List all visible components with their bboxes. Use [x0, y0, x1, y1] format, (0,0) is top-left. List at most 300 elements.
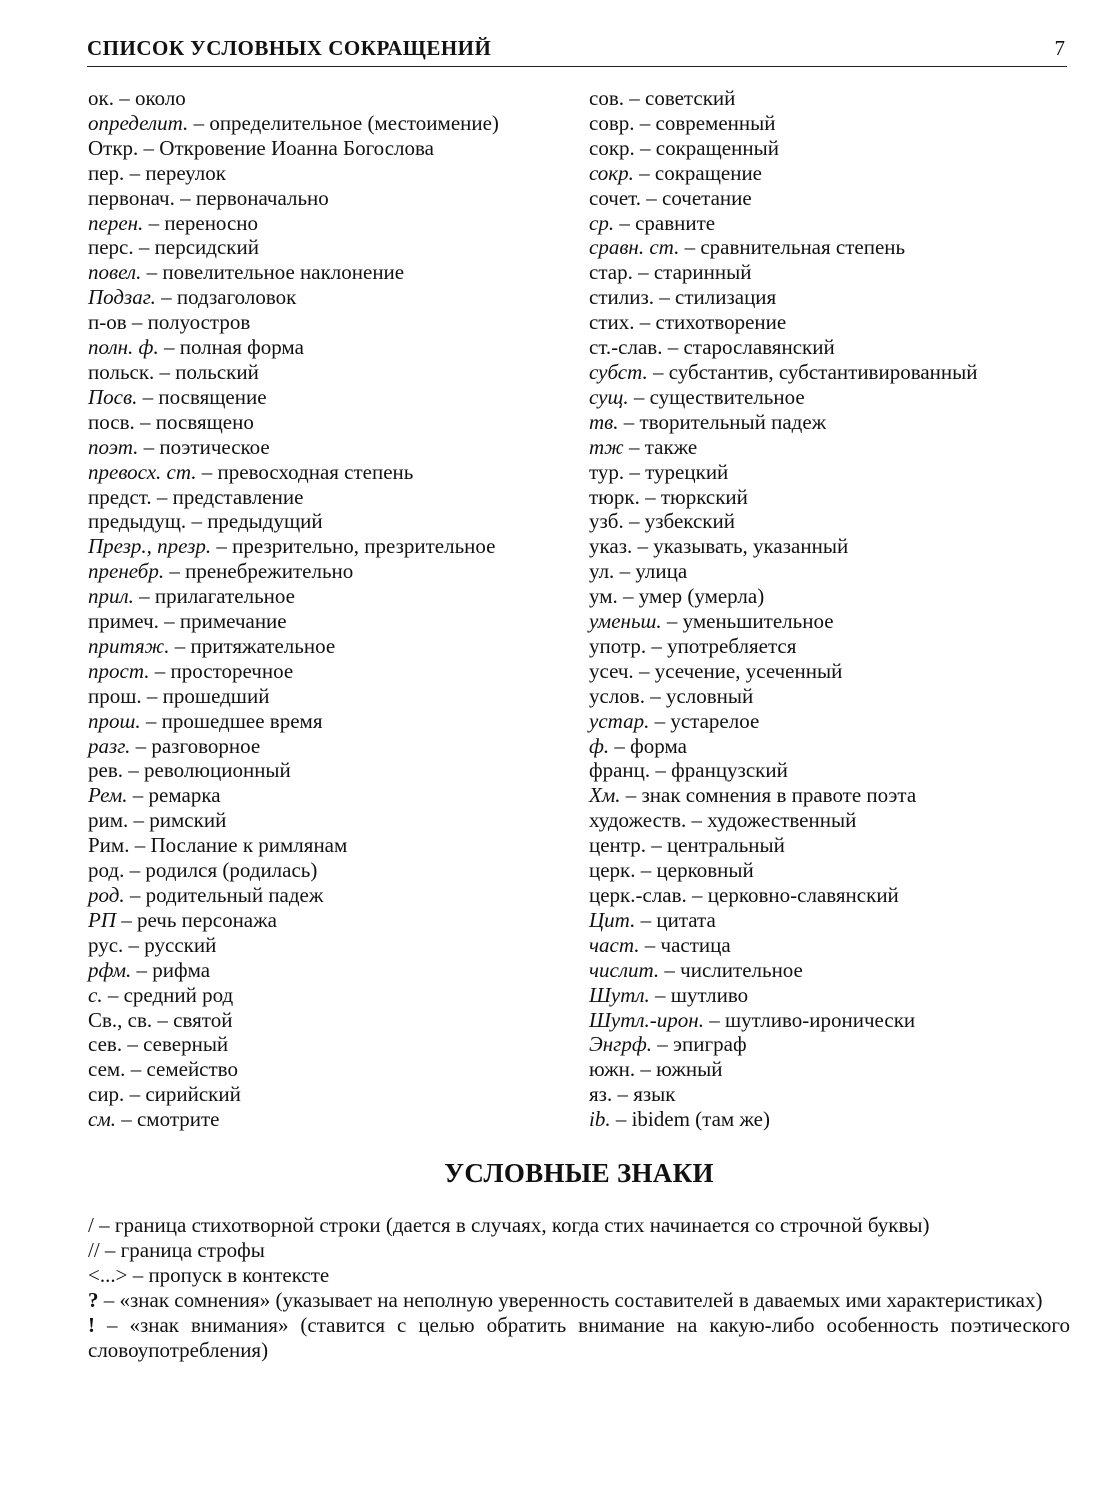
entry-dash: – [614, 210, 636, 235]
abbreviation-entry [589, 958, 1069, 983]
abbreviation-definition: стихотворение [655, 310, 787, 335]
entry-dash: – [152, 1007, 174, 1032]
entry-dash: – [635, 858, 657, 883]
abbreviation-term: притяж. [88, 633, 170, 658]
abbreviation-entry [88, 161, 578, 186]
entry-dash: – [645, 833, 667, 858]
entry-dash: – [609, 733, 631, 758]
abbreviation-entry [589, 609, 1069, 634]
section-title: УСЛОВНЫЕ ЗНАКИ [444, 1158, 714, 1188]
entry-dash: – [641, 185, 663, 210]
abbreviation-definition: усечение, усеченный [654, 658, 843, 683]
abbreviation-entry [589, 1057, 1069, 1082]
entry-dash: – [686, 883, 708, 907]
abbreviation-entry [88, 435, 578, 460]
abbreviation-term: яз. [589, 1082, 613, 1107]
abbreviation-definition: умер (умерла) [638, 584, 765, 609]
abbreviation-definition: стилизация [675, 285, 777, 310]
abbreviation-entry [589, 285, 1069, 310]
abbreviation-term: Презр., презр. [88, 534, 212, 559]
abbreviation-entry [88, 933, 578, 958]
abbreviation-entry [589, 783, 1069, 808]
abbreviation-entry [589, 211, 1069, 236]
abbreviation-term: сущ. [589, 384, 629, 409]
abbreviation-entry [589, 808, 1069, 833]
entry-dash: – [143, 210, 165, 235]
abbreviation-definition: художественный [707, 808, 857, 833]
abbreviation-definition: полуостров [147, 310, 251, 335]
abbreviation-term: рев. [88, 758, 123, 783]
abbreviation-definition: переносно [164, 210, 259, 235]
abbreviation-term: сев. [88, 1032, 123, 1057]
entry-dash: – [610, 1107, 632, 1132]
entry-dash: – [158, 335, 180, 360]
abbreviation-entry [589, 709, 1069, 734]
abbreviation-term: тв. [589, 409, 619, 434]
abbreviation-definition: тюркский [660, 484, 748, 509]
abbreviation-definition: французский [671, 758, 788, 783]
abbreviation-definition: частица [660, 932, 731, 957]
abbreviation-term: ф. [589, 733, 610, 758]
abbreviation-term: первонач. [88, 185, 175, 210]
abbreviation-entry [589, 1082, 1069, 1107]
abbreviation-term: Св., св. [88, 1007, 153, 1032]
abbreviation-definition: существительное [649, 384, 805, 409]
abbreviation-entry [589, 983, 1069, 1008]
sign-symbol: // [88, 1238, 100, 1262]
abbreviation-definition: современный [655, 110, 776, 135]
abbreviation-term: услов. [589, 683, 645, 708]
abbreviation-term: повел. [88, 260, 142, 285]
entry-dash: – [130, 733, 152, 758]
abbreviation-term: центр. [589, 833, 646, 858]
abbreviation-definition: средний род [123, 982, 234, 1007]
abbreviation-definition: центральный [666, 833, 785, 858]
abbreviation-term: усеч. [589, 658, 634, 683]
abbreviation-entry [88, 883, 578, 908]
abbreviation-entry [589, 858, 1069, 883]
abbreviation-term: с. [88, 982, 103, 1007]
entry-dash: – [614, 559, 636, 584]
abbreviation-definition: полная форма [179, 335, 304, 360]
entry-dash: – [102, 982, 124, 1007]
abbreviation-entry [88, 186, 578, 211]
abbreviations-left-column [88, 86, 578, 1132]
abbreviation-term: южн. [589, 1057, 636, 1082]
entry-dash: – [138, 434, 160, 459]
abbreviation-entry [589, 684, 1069, 709]
abbreviation-term: Хм. [589, 783, 621, 808]
abbreviation-term: сем. [88, 1057, 126, 1082]
abbreviation-term: ср. [589, 210, 615, 235]
page-number: 7 [1054, 36, 1065, 60]
abbreviation-definition: советский [645, 86, 736, 110]
abbreviation-entry [589, 509, 1069, 534]
abbreviation-definition: северный [143, 1032, 229, 1057]
abbreviation-definition: родительный падеж [145, 883, 324, 907]
abbreviation-term: стих. [589, 310, 635, 335]
abbreviation-definition: улица [635, 559, 688, 584]
abbreviation-term: уменьш. [589, 609, 662, 634]
entry-dash: – [127, 1263, 149, 1287]
entry-dash: – [634, 310, 656, 335]
abbreviation-definition: шутливо [670, 982, 749, 1007]
abbreviation-term: тур. [589, 459, 625, 484]
abbreviation-term: сокр. [589, 135, 635, 160]
entry-dash: – [634, 110, 656, 135]
entry-dash: – [151, 484, 173, 509]
abbreviation-term: устар. [589, 708, 650, 733]
page-title: СПИСОК УСЛОВНЫХ СОКРАЩЕНИЙ [87, 36, 492, 60]
abbreviation-definition: просторечное [170, 658, 294, 683]
abbreviation-definition: употребляется [667, 633, 797, 658]
entry-dash: – [141, 683, 163, 708]
abbreviation-entry [88, 808, 578, 833]
abbreviation-entry [589, 908, 1069, 933]
abbreviation-term: прош. [88, 683, 142, 708]
entry-dash: – [169, 633, 191, 658]
entry-dash: – [646, 633, 668, 658]
abbreviations-right-column [589, 86, 1069, 1132]
abbreviation-entry [88, 260, 578, 285]
abbreviation-definition: речь персонажа [137, 907, 277, 932]
abbreviation-definition: подзаголовок [176, 285, 297, 310]
entry-dash: – [634, 135, 656, 160]
abbreviation-definition: цитата [656, 907, 716, 932]
entry-dash: – [138, 135, 160, 160]
entry-dash: – [188, 110, 210, 135]
abbreviation-definition: примечание [179, 609, 287, 634]
abbreviation-term: предст. [88, 484, 152, 509]
abbreviation-definition: превосходная степень [217, 459, 414, 484]
abbreviation-term: полн. ф. [88, 335, 159, 360]
entry-dash: – [686, 808, 708, 833]
sign-entry [88, 1313, 1070, 1363]
abbreviation-entry [589, 1032, 1069, 1057]
abbreviation-entry [589, 1008, 1069, 1033]
abbreviation-term: Подзаг. [88, 285, 156, 310]
entry-dash: – [632, 260, 654, 285]
entry-dash: – [124, 160, 146, 185]
abbreviation-term: прош. [88, 708, 141, 733]
abbreviation-definition: старинный [653, 260, 752, 285]
abbreviation-entry [589, 833, 1069, 858]
abbreviation-term: ул. [589, 559, 615, 584]
abbreviation-term: польск. [88, 359, 155, 384]
abbreviation-term: церк.-слав. [589, 883, 687, 907]
page-header [87, 36, 1067, 67]
entry-dash: – [116, 907, 137, 932]
entry-dash: – [661, 609, 683, 634]
sign-description: «знак сомнения» (указывает на неполную уверенность составителей в даваемых ими характеристиках) [119, 1288, 1043, 1312]
abbreviation-entry [88, 783, 578, 808]
entry-dash: – [123, 932, 145, 957]
entry-dash: – [618, 409, 640, 434]
entry-dash: – [123, 758, 144, 783]
abbreviation-entry [88, 1057, 578, 1082]
abbreviation-definition: церковный [656, 858, 754, 883]
abbreviation-entry [88, 460, 578, 485]
abbreviation-definition: семейство [146, 1057, 238, 1082]
abbreviation-definition: прилагательное [154, 584, 295, 609]
abbreviation-term: перс. [88, 235, 134, 260]
entry-dash: – [124, 1082, 146, 1107]
abbreviation-entry [88, 983, 578, 1008]
abbreviation-entry [589, 933, 1069, 958]
abbreviation-definition: посвящено [155, 409, 254, 434]
abbreviation-definition: сирийский [145, 1082, 241, 1107]
abbreviation-definition: эпиграф [673, 1032, 747, 1057]
abbreviation-entry [589, 883, 1069, 908]
entry-dash: – [652, 1032, 674, 1057]
entry-dash: – [639, 932, 661, 957]
abbreviation-term: церк. [589, 858, 636, 883]
abbreviation-definition: около [134, 86, 186, 110]
entry-dash: – [137, 384, 159, 409]
sign-symbol: / [88, 1213, 94, 1237]
abbreviation-entry [88, 1107, 578, 1132]
sign-entry [88, 1288, 1070, 1313]
abbreviation-definition: южный [656, 1057, 723, 1082]
abbreviation-entry [88, 1032, 578, 1057]
abbreviation-entry [88, 734, 578, 759]
abbreviation-entry [88, 410, 578, 435]
abbreviation-definition: язык [633, 1082, 676, 1107]
abbreviation-definition: родился (родилась) [145, 858, 318, 883]
entry-dash: – [122, 1032, 144, 1057]
abbreviation-entry [88, 534, 578, 559]
abbreviation-definition: посвящение [158, 384, 267, 409]
abbreviation-term: Рим. [88, 833, 130, 858]
abbreviation-definition: пренебрежительно [185, 559, 354, 584]
abbreviation-term: перен. [88, 210, 144, 235]
abbreviation-entry [589, 111, 1069, 136]
entry-dash: – [659, 957, 681, 982]
abbreviation-entry [589, 385, 1069, 410]
abbreviation-definition: польский [175, 359, 259, 384]
entry-dash: – [186, 509, 208, 534]
abbreviation-entry [88, 908, 578, 933]
abbreviation-term: субст. [589, 359, 648, 384]
abbreviation-entry [589, 410, 1069, 435]
abbreviation-entry [589, 734, 1069, 759]
abbreviation-entry [88, 509, 578, 534]
abbreviation-entry [88, 659, 578, 684]
abbreviation-term: прост. [88, 658, 150, 683]
entry-dash: – [154, 359, 176, 384]
abbreviation-definition: смотрите [136, 1107, 220, 1132]
abbreviation-entry [88, 111, 578, 136]
sign-symbol: ! [88, 1313, 95, 1337]
abbreviation-entry [589, 634, 1069, 659]
abbreviation-entry [88, 385, 578, 410]
abbreviation-definition: указывать, указанный [653, 534, 849, 559]
abbreviation-entry [589, 435, 1069, 460]
abbreviation-definition: Послание к римлянам [150, 833, 348, 858]
entry-dash: – [644, 683, 666, 708]
sign-entry [88, 1213, 1070, 1238]
abbreviation-definition: субстантив, субстантивированный [668, 359, 978, 384]
abbreviation-term: Энгрф. [589, 1032, 653, 1057]
entry-dash: – [647, 359, 669, 384]
abbreviation-entry [88, 285, 578, 310]
abbreviation-entry [88, 136, 578, 161]
abbreviation-entry [88, 709, 578, 734]
abbreviation-entry [88, 310, 578, 335]
entry-dash: – [131, 957, 153, 982]
abbreviation-definition: русский [144, 932, 217, 957]
abbreviation-definition: сокращенный [655, 135, 779, 160]
abbreviation-term: превосх. ст. [88, 459, 197, 484]
abbreviation-definition: сравнительная степень [700, 235, 906, 260]
abbreviation-term: числит. [589, 957, 660, 982]
abbreviation-definition: творительный падеж [639, 409, 827, 434]
abbreviation-entry [589, 559, 1069, 584]
abbreviation-term: примеч. [88, 609, 159, 634]
abbreviation-definition: персидский [154, 235, 259, 260]
abbreviation-term: сочет. [589, 185, 642, 210]
entry-dash: – [624, 86, 645, 110]
abbreviation-term: Шутл.-ирон. [589, 1007, 704, 1032]
abbreviation-term: Шутл. [589, 982, 650, 1007]
abbreviation-entry [589, 584, 1069, 609]
abbreviation-term: сов. [589, 86, 624, 110]
abbreviation-definition: революционный [144, 758, 291, 783]
abbreviation-definition: Откровение Иоанна Богослова [159, 135, 434, 160]
abbreviation-term: совр. [589, 110, 635, 135]
abbreviation-entry [88, 335, 578, 360]
entry-dash: – [635, 907, 657, 932]
abbreviation-definition: святой [173, 1007, 233, 1032]
abbreviation-term: тюрк. [589, 484, 640, 509]
entry-dash: – [124, 858, 146, 883]
entry-dash: – [141, 260, 163, 285]
abbreviation-term: см. [88, 1107, 116, 1132]
sign-description: пропуск в контексте [148, 1263, 330, 1287]
entry-dash: – [158, 609, 180, 634]
abbreviation-term: сокр. [589, 160, 634, 185]
entry-dash: – [140, 708, 162, 733]
sign-entry [88, 1238, 1070, 1263]
abbreviation-entry [589, 310, 1069, 335]
abbreviation-definition: рифма [152, 957, 211, 982]
abbreviation-term: Откр. [88, 135, 139, 160]
abbreviation-definition: римский [149, 808, 227, 833]
abbreviation-term: пренебр. [88, 559, 165, 584]
entry-dash: – [211, 534, 233, 559]
conventional-signs-list [88, 1213, 1070, 1363]
entry-dash: – [99, 1238, 121, 1262]
entry-dash: – [617, 584, 639, 609]
abbreviation-entry [589, 460, 1069, 485]
abbreviation-definition: также [644, 434, 698, 459]
entry-dash: – [623, 509, 645, 534]
entry-dash: – [124, 883, 146, 907]
abbreviation-definition: шутливо-иронически [724, 1007, 916, 1032]
sign-entry [88, 1263, 1070, 1288]
abbreviation-term: поэт. [88, 434, 139, 459]
abbreviation-term: п-ов [88, 310, 127, 335]
abbreviation-term: рус. [88, 932, 124, 957]
abbreviation-definition: презрительно, презрительное [232, 534, 496, 559]
abbreviation-definition: ремарка [148, 783, 221, 808]
entry-dash: – [654, 285, 675, 310]
entry-dash: – [133, 235, 155, 260]
abbreviation-term: художеств. [589, 808, 687, 833]
abbreviation-definition: узбекский [644, 509, 735, 534]
entry-dash: – [624, 459, 646, 484]
abbreviation-entry [589, 86, 1069, 111]
abbreviation-term: рим. [88, 808, 129, 833]
abbreviation-term: узб. [589, 509, 624, 534]
abbreviation-definition: представление [172, 484, 304, 509]
abbreviation-term: употр. [589, 633, 647, 658]
entry-dash: – [134, 409, 156, 434]
abbreviation-term: определит. [88, 110, 189, 135]
abbreviation-term: франц. [589, 758, 651, 783]
entry-dash: – [703, 1007, 725, 1032]
abbreviation-entry [589, 1107, 1069, 1132]
abbreviation-definition: церковно-славянский [707, 883, 899, 907]
sign-description: «знак внимания» (ставится с целью обратить внимание на какую-либо особенность поэтического словоупотребления) [88, 1313, 1070, 1362]
abbreviation-term: Рем. [88, 783, 128, 808]
abbreviation-term: предыдущ. [88, 509, 187, 534]
abbreviation-entry [88, 584, 578, 609]
abbreviation-entry [88, 758, 578, 783]
abbreviation-term: част. [589, 932, 640, 957]
entry-dash: – [149, 658, 171, 683]
abbreviation-entry [88, 485, 578, 510]
abbreviation-entry [589, 335, 1069, 360]
abbreviation-entry [88, 1082, 578, 1107]
abbreviation-definition: переулок [145, 160, 226, 185]
abbreviation-entry [88, 833, 578, 858]
entry-dash: – [129, 833, 151, 858]
entry-dash: – [649, 708, 671, 733]
sign-symbol: ? [88, 1288, 99, 1312]
entry-dash: – [98, 1288, 120, 1312]
abbreviation-entry [88, 86, 578, 111]
entry-dash: – [127, 783, 149, 808]
abbreviation-entry [589, 360, 1069, 385]
sign-description: граница стихотворной строки (дается в случаях, когда стих начинается со строчной буквы) [114, 1213, 930, 1237]
entry-dash: – [632, 534, 654, 559]
entry-dash: – [620, 783, 642, 808]
entry-dash: – [125, 1057, 147, 1082]
abbreviation-entry [589, 136, 1069, 161]
abbreviation-definition: числительное [680, 957, 803, 982]
abbreviation-term: ib. [589, 1107, 611, 1132]
entry-dash: – [662, 335, 684, 360]
abbreviation-definition: устарелое [670, 708, 760, 733]
abbreviation-definition: поэтическое [159, 434, 270, 459]
abbreviation-definition: ibidem (там же) [631, 1107, 771, 1132]
abbreviation-definition: сочетание [662, 185, 752, 210]
abbreviation-entry [589, 235, 1069, 260]
abbreviation-term: пер. [88, 160, 125, 185]
abbreviation-entry [589, 659, 1069, 684]
entry-dash: – [650, 758, 672, 783]
abbreviation-entry [88, 958, 578, 983]
abbreviation-term: РП [88, 907, 116, 932]
abbreviation-definition: сокращение [654, 160, 763, 185]
abbreviation-term: стар. [589, 260, 633, 285]
abbreviation-definition: первоначально [195, 185, 329, 210]
abbreviation-term: род. [88, 858, 125, 883]
entry-dash: – [628, 384, 650, 409]
abbreviation-entry [88, 235, 578, 260]
abbreviation-definition: притяжательное [190, 633, 336, 658]
